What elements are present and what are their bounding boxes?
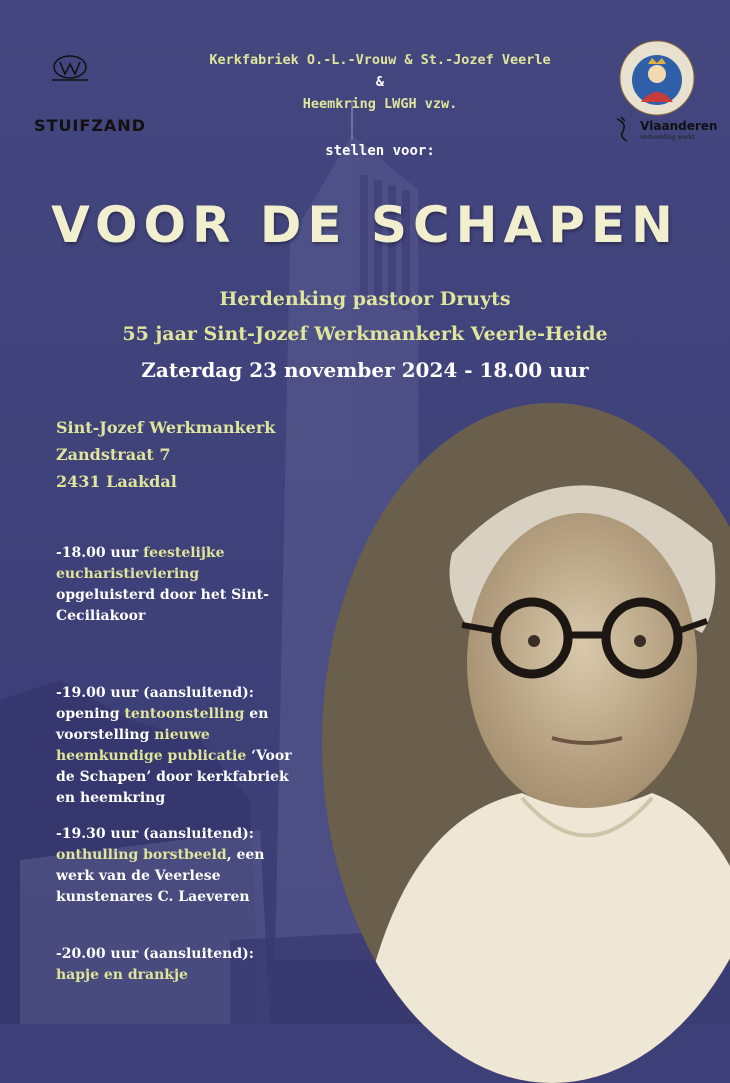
program-time: -18.00 uur: [56, 545, 144, 561]
presents-text: stellen voor:: [325, 143, 435, 159]
organizer-kerkfabriek: Kerkfabriek O.-L.-Vrouw & St.-Jozef Veerle: [209, 52, 551, 68]
stuifzand-logo: STUIFZAND: [34, 116, 146, 135]
program-highlight: tentoonstelling: [124, 706, 245, 722]
organizer-heemkring: Heemkring LWGH vzw.: [302, 96, 458, 112]
program-detail: ‘Voor de Schapen’ door kerkfabriek en heemkring: [56, 748, 292, 806]
subtitle-commemoration: Herdenking pastoor Druyts: [219, 288, 511, 310]
vlaanderen-tagline: verbeelding werkt: [640, 134, 695, 141]
subtitle-anniversary: 55 jaar Sint-Jozef Werkmankerk Veerle-Heide: [122, 323, 608, 345]
program-highlight: feestelijke eucharistieviering: [56, 545, 225, 582]
address-venue: Sint-Jozef Werkmankerk: [56, 418, 276, 437]
kerkfabriek-seal-icon: [617, 38, 697, 118]
vlaanderen-lion-icon: [613, 115, 633, 143]
program-item-mass: [56, 543, 296, 627]
program-detail: , een werk van de Veerlese kunstenares C. Laeveren: [56, 847, 265, 905]
program-time: -19.30 uur (aansluitend):: [56, 826, 254, 842]
program-time: -19.00 uur (aansluitend): opening: [56, 685, 254, 722]
address-street: Zandstraat 7: [56, 445, 171, 464]
program-time: -20.00 uur (aansluitend):: [56, 946, 254, 962]
event-date: Zaterdag 23 november 2024 - 18.00 uur: [141, 358, 589, 382]
program-highlight: nieuwe heemkundige publicatie: [56, 727, 247, 764]
program-item-reception: [56, 944, 296, 986]
ampersand: &: [375, 74, 385, 90]
program-item-exhibition: [56, 683, 296, 809]
heemkring-logo-icon: [48, 52, 92, 86]
event-title: VOOR DE SCHAPEN: [51, 196, 679, 254]
program-detail: en voorstelling: [56, 706, 269, 743]
program-highlight: hapje en drankje: [56, 967, 188, 983]
program-highlight: onthulling borstbeeld: [56, 847, 227, 863]
program-detail: opgeluisterd door het Sint-Ceciliakoor: [56, 587, 269, 624]
address-city: 2431 Laakdal: [56, 472, 177, 491]
program-item-bust: [56, 824, 296, 908]
vlaanderen-logo-text: Vlaanderen: [640, 119, 718, 133]
